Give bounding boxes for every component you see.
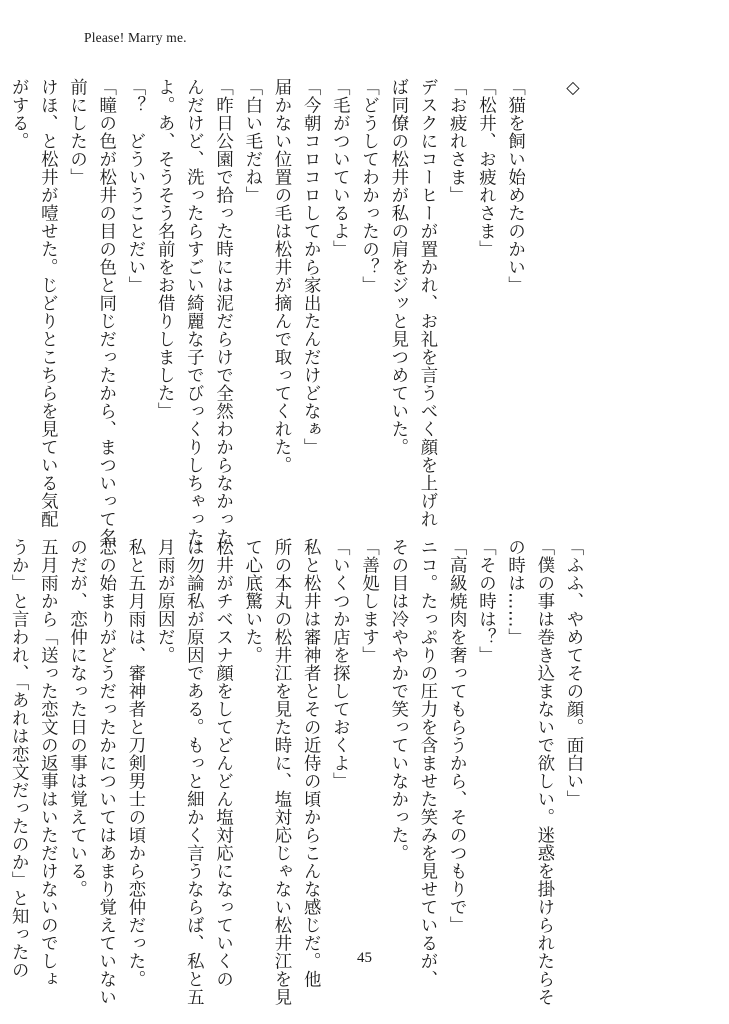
body-text-lower: 「ふふ、やめてその顔。面白い」 「僕の事は巻き込まないで欲しい。迷惑を掛けられたらそ の時は……」 「その時は？」 「高級焼肉を奢ってもらうから、そのつもりで」 ニコ。たっぷりの圧力を含ませた笑みを見せているが、 その目は冷ややかで笑っていなかった。 「善処します」 「いくつか店を探しておくよ」 私と松井は審神者とその近侍の頃からこんな感じだ。他 所の本丸の松井江を見た時に、塩対応じゃない松井江を見 て心底驚いた。 松井がチベスナ顔をしてどんどん塩対応になっていくの は勿論私が原因である。もっと細かく言うならば、私と五 月雨が原因だ。 私と五月雨は、審神者と刀剣男士の頃から恋仲だった。 恋の始まりがどうだったかについてはあまり覚えていない のだが、恋仲になった日の事は覚えている。 五月雨から「送った恋文の返事はいただけないのでしょ うか」と言われ、「あれは恋文だったのか」と知ったの (8, 538, 583, 1006)
running-header: Please! Marry me. (84, 30, 187, 45)
body-text-upper: ◇ 「猫を飼い始めたのかい」 「松井、お疲れさま」 「お疲れさま」 デスクにコーヒーが置かれ、お礼を言うべく顔を上げれ ば同僚の松井が私の肩をジッと見つめていた。 「どうしてわかったの？」 「毛がついているよ」 「今朝コロコロしてから家出たんだけどなぁ」 届かない位置の毛は松井が摘んで取ってくれた。 「白い毛だね」 「昨日公園で拾った時には泥だらけで全然わからなかった んだけど、洗ったらすごい綺麗な子でびっくりしちゃった よ。あ、そうそう名前をお借りしました」 「？ どういうことだい」 「瞳の色が松井の目の色と同じだったから、まついって名 前にしたの」 けほ、と松井が噎せた。じどりとこちらを見ている気配 がする。 (8, 78, 583, 546)
page-number: 45 (357, 950, 372, 966)
